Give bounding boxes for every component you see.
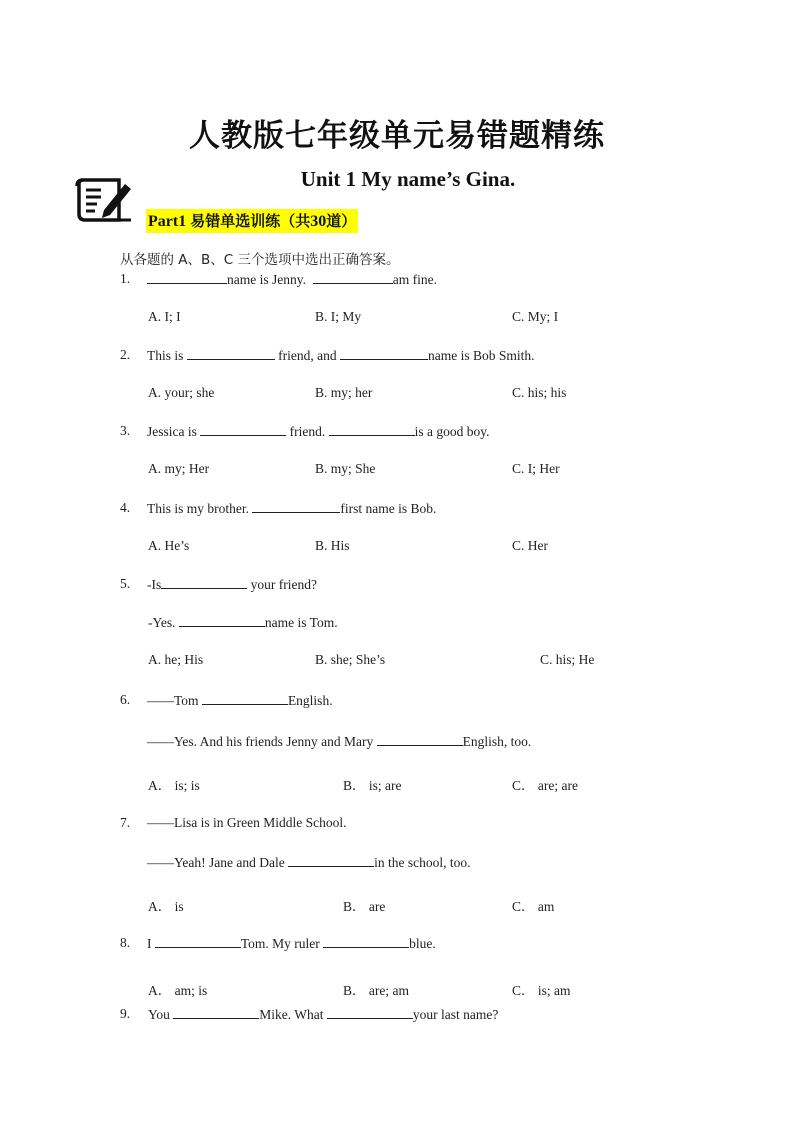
option-c[interactable]: C. My; I	[512, 309, 559, 324]
answer-blank[interactable]	[202, 692, 288, 705]
answer-blank[interactable]	[313, 271, 393, 284]
answer-blank[interactable]	[200, 423, 286, 436]
answer-blank[interactable]	[327, 1006, 413, 1019]
answer-blank[interactable]	[147, 271, 227, 284]
question-line: ——Lisa is in Green Middle School.	[147, 815, 347, 830]
option-b[interactable]: B． is; are	[343, 778, 402, 793]
question-number: 3.	[120, 423, 131, 438]
answer-blank[interactable]	[252, 500, 340, 513]
option-c[interactable]: C. his; He	[540, 652, 595, 667]
answer-blank[interactable]	[329, 423, 415, 436]
answer-blank[interactable]	[377, 733, 463, 746]
option-a[interactable]: A. your; she	[148, 385, 215, 400]
question-number: 8.	[120, 935, 131, 950]
option-a[interactable]: A. He’s	[148, 538, 190, 553]
option-a[interactable]: A． is	[148, 899, 184, 914]
question-line: You Mike. What your last name?	[148, 1007, 499, 1022]
option-c[interactable]: C． am	[512, 899, 555, 914]
question-line: ——Yeah! Jane and Dale in the school, too.	[147, 855, 471, 870]
option-a[interactable]: A. I; I	[148, 309, 181, 324]
option-b[interactable]: B． are; am	[343, 983, 409, 998]
question-line: This is friend, and name is Bob Smith.	[147, 348, 535, 363]
part-label: Part1	[148, 213, 187, 230]
question-line: name is Jenny. am fine.	[147, 271, 437, 288]
option-b[interactable]: B． are	[343, 899, 386, 914]
option-c[interactable]: C. Her	[512, 538, 548, 553]
option-b[interactable]: B. His	[315, 538, 350, 553]
answer-blank[interactable]	[155, 935, 241, 948]
option-b[interactable]: B. she; She’s	[315, 652, 386, 667]
part-count: 30	[310, 213, 327, 230]
option-a[interactable]: A． am; is	[148, 983, 208, 998]
question-number: 6.	[120, 692, 131, 707]
answer-blank[interactable]	[187, 347, 275, 360]
option-b[interactable]: B. my; She	[315, 461, 376, 476]
answer-blank[interactable]	[288, 854, 374, 867]
question-line: ——Yes. And his friends Jenny and Mary English, too.	[147, 734, 532, 749]
question-number: 2.	[120, 347, 131, 362]
answer-blank[interactable]	[173, 1006, 259, 1019]
page-title: 人教版七年级单元易错题精练	[189, 118, 605, 154]
option-a[interactable]: A. my; Her	[148, 461, 210, 476]
part-title: 易错单选训练（共	[190, 212, 311, 230]
option-c[interactable]: C． is; am	[512, 983, 571, 998]
question-line: -Is your friend?	[147, 577, 317, 592]
part-title-end: 道）	[326, 212, 357, 230]
question-number: 5.	[120, 576, 131, 591]
question-line: Jessica is friend. is a good boy.	[147, 424, 490, 439]
option-c[interactable]: C. his; his	[512, 385, 567, 400]
question-line: I Tom. My ruler blue.	[147, 936, 436, 951]
answer-blank[interactable]	[323, 935, 409, 948]
question-number: 7.	[120, 815, 131, 830]
answer-blank[interactable]	[179, 614, 265, 627]
option-c[interactable]: C. I; Her	[512, 461, 560, 476]
part-heading	[146, 209, 358, 233]
question-number: 9.	[120, 1006, 131, 1021]
question-number: 1.	[120, 271, 131, 286]
question-number: 4.	[120, 500, 131, 515]
answer-blank[interactable]	[161, 576, 247, 589]
option-b[interactable]: B. I; My	[315, 309, 362, 324]
instruction-text: 从各题的 A、B、C 三个选项中选出正确答案。	[120, 252, 400, 268]
option-a[interactable]: A． is; is	[148, 778, 200, 793]
option-a[interactable]: A. he; His	[148, 652, 204, 667]
answer-blank[interactable]	[340, 347, 428, 360]
option-b[interactable]: B. my; her	[315, 385, 373, 400]
question-line: -Yes. name is Tom.	[148, 615, 338, 630]
option-c[interactable]: C． are; are	[512, 778, 578, 793]
question-line: This is my brother. first name is Bob.	[147, 501, 437, 516]
question-line: ——Tom English.	[147, 693, 333, 708]
unit-subtitle: Unit 1 My name’s Gina.	[300, 167, 516, 191]
